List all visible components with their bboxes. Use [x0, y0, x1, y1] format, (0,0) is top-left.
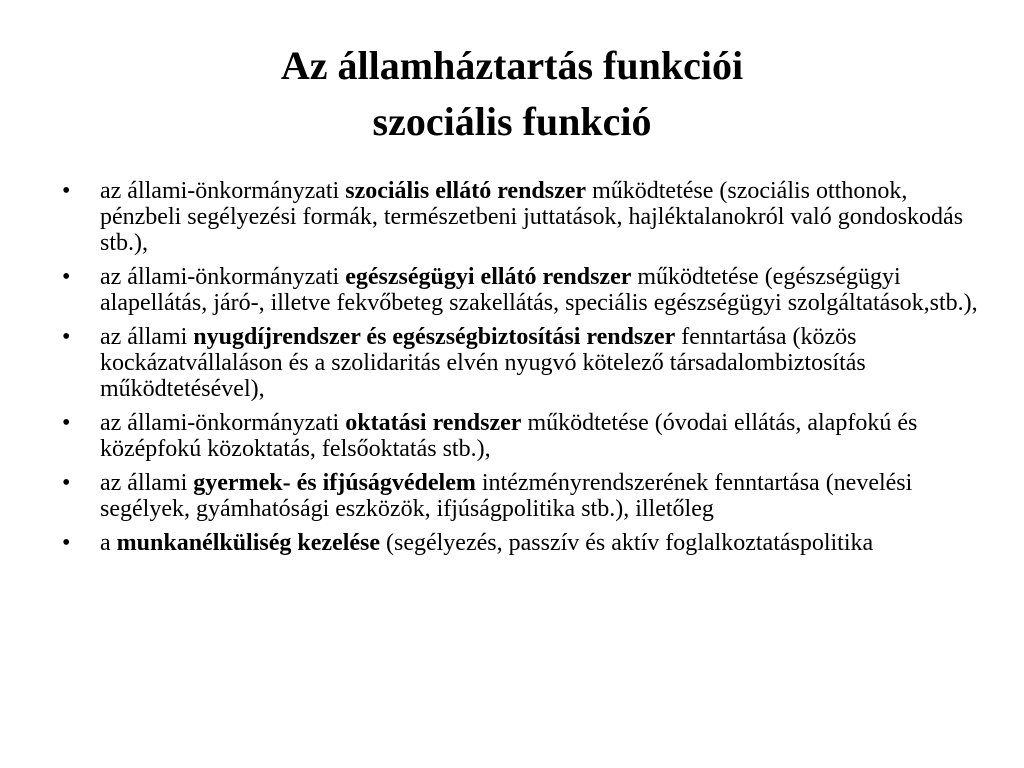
title-line-2: szociális funkció: [372, 99, 652, 144]
bullet-text-post: fenntartása (közös kockázatvállaláson és a szolidaritás elvén nyugvó kötelező társadalombiztosítás működtetésével),: [100, 324, 866, 402]
bullet-text-bold: oktatási rendszer: [345, 410, 522, 436]
bullet-icon: •: [62, 178, 71, 204]
bullet-text: [100, 264, 978, 316]
bullet-text-pre: az állami-önkormányzati: [100, 264, 346, 290]
bullet-text-bold: gyermek- és ifjúságvédelem: [193, 470, 476, 496]
slide-title: [0, 38, 1024, 150]
list-item: [62, 324, 982, 402]
list-item: [62, 178, 982, 256]
list-item: [62, 470, 982, 522]
bullet-text: [100, 178, 963, 256]
bullet-text-bold: szociális ellátó rendszer: [345, 178, 587, 204]
bullet-text: [100, 530, 873, 556]
bullet-text-post: működtetése (szociális otthonok, pénzbeli segélyezési formák, természetbeni juttatások, hajléktalanokról való gondoskodás stb.),: [100, 178, 964, 256]
bullet-text: [100, 410, 917, 462]
bullet-text: [100, 324, 866, 402]
bullet-text-pre: az állami-önkormányzati: [100, 410, 346, 436]
bullet-text-pre: az állami: [100, 470, 194, 496]
bullet-text-post: működtetése (egészségügyi alapellátás, járó-, illetve fekvőbeteg szakellátás, speciális egészségügyi szolgáltatások,stb.),: [100, 264, 978, 316]
bullet-icon: •: [62, 264, 71, 290]
bullet-list: [62, 178, 982, 564]
list-item: [62, 530, 982, 556]
bullet-text-post: működtetése (óvodai ellátás, alapfokú és középfokú közoktatás, felsőoktatás stb.),: [100, 410, 918, 462]
bullet-text-post: (segélyezés, passzív és aktív foglalkoztatáspolitika: [380, 530, 874, 556]
bullet-icon: •: [62, 324, 71, 350]
bullet-text-pre: a: [100, 530, 117, 556]
bullet-icon: •: [62, 530, 71, 556]
bullet-text-bold: nyugdíjrendszer és egészségbiztosítási rendszer: [193, 324, 676, 350]
bullet-icon: •: [62, 470, 71, 496]
bullet-text-post: intézményrendszerének fenntartása (nevelési segélyek, gyámhatósági eszközök, ifjúságpolitika stb.), illetőleg: [100, 470, 913, 522]
bullet-text-bold: egészségügyi ellátó rendszer: [345, 264, 632, 290]
bullet-icon: •: [62, 410, 71, 436]
list-item: [62, 264, 982, 316]
bullet-text-pre: az állami: [100, 324, 194, 350]
list-item: [62, 410, 982, 462]
bullet-text: [100, 470, 912, 522]
bullet-text-pre: az állami-önkormányzati: [100, 178, 346, 204]
bullet-text-bold: munkanélküliség kezelése: [116, 530, 380, 556]
title-line-1: Az államháztartás funkciói: [280, 43, 744, 88]
